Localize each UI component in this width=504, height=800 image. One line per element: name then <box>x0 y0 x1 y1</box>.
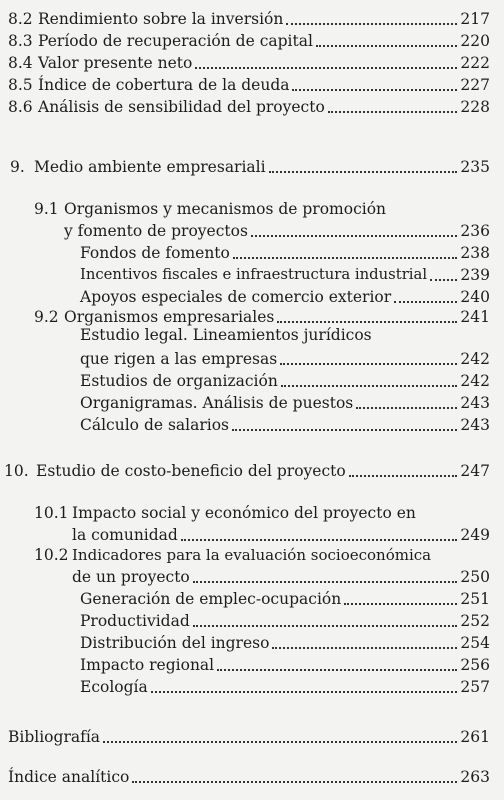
section-title: Organismos y mecanismos de promoción <box>64 200 387 218</box>
dot-leader <box>349 465 458 477</box>
page-number: 220 <box>460 32 490 50</box>
section-title: Impacto social y económico del proyecto en <box>72 504 416 522</box>
toc-subentry <box>80 608 490 630</box>
section-title-continued: la comunidad <box>72 526 178 544</box>
subentry-title: Organigramas. Análisis de puestos <box>80 394 354 412</box>
dot-leader <box>356 397 457 409</box>
section-title-continued: y fomento de proyectos <box>64 222 248 240</box>
dot-leader <box>328 101 458 113</box>
page-number: 238 <box>460 244 490 262</box>
toc-subentry <box>80 674 490 696</box>
toc-chapter-9 <box>10 154 490 176</box>
page-number: 251 <box>460 590 490 608</box>
toc-subentry <box>80 262 490 284</box>
entry-title: Bibliografía <box>8 728 101 746</box>
toc-entry-8-5 <box>8 72 490 94</box>
dot-leader <box>269 161 458 173</box>
section-number: 9.2 <box>34 308 59 326</box>
page-number: 261 <box>460 728 490 746</box>
section-number: 8.4 <box>8 54 33 72</box>
subentry-title: Incentivos fiscales e infraestructura industrial <box>80 266 428 283</box>
dot-leader <box>430 269 457 281</box>
section-number: 10.2 <box>34 546 69 564</box>
subentry-title: Impacto regional <box>80 656 215 674</box>
page-number: 235 <box>460 158 490 176</box>
toc-subentry <box>80 412 490 434</box>
section-title: Período de recuperación de capital <box>38 32 313 50</box>
section-title: Rendimiento sobre la inversión <box>38 10 284 28</box>
section-number: 10.1 <box>34 504 69 522</box>
toc-subentry-first-line <box>80 326 372 344</box>
dot-leader <box>151 681 458 693</box>
subentry-title: Ecología <box>80 678 148 696</box>
dot-leader <box>344 593 457 605</box>
section-title: Análisis de sensibilidad del proyecto <box>38 98 325 116</box>
section-number: 8.3 <box>8 32 33 50</box>
page-number: 241 <box>460 308 490 326</box>
page-number: 239 <box>460 266 490 284</box>
dot-leader <box>193 571 458 583</box>
page-number: 256 <box>460 656 490 674</box>
dot-leader <box>233 247 458 259</box>
dot-leader <box>181 529 458 541</box>
dot-leader <box>103 731 457 743</box>
page-number: 228 <box>460 98 490 116</box>
subentry-title: Generación de emplec-ocupación <box>80 590 342 608</box>
page-number: 242 <box>460 372 490 390</box>
entry-title: Índice analítico <box>8 768 130 786</box>
toc-subentry <box>80 630 490 652</box>
dot-leader <box>292 79 457 91</box>
chapter-title: Medio ambiente empresariali <box>34 158 266 176</box>
page-number: 250 <box>460 568 490 586</box>
toc-analytic-index <box>8 764 490 786</box>
page-number: 222 <box>460 54 490 72</box>
page-number: 240 <box>460 288 490 306</box>
toc-subentry <box>80 368 490 390</box>
section-number: 8.6 <box>8 98 33 116</box>
subentry-title: Productividad <box>80 612 190 630</box>
subentry-title: Apoyos especiales de comercio exterior <box>80 288 392 306</box>
toc-entry-9-2 <box>34 304 490 326</box>
toc-entry-8-6 <box>8 94 490 116</box>
dot-leader <box>272 637 457 649</box>
page-number: 263 <box>460 768 490 786</box>
toc-entry-9-1 <box>64 218 490 240</box>
dot-leader <box>280 353 457 365</box>
subentry-title: Cálculo de salarios <box>80 416 230 434</box>
chapter-title: Estudio de costo-beneficio del proyecto <box>36 462 346 480</box>
subentry-title-continued: que rigen a las empresas <box>80 350 278 368</box>
subentry-title: Estudios de organización <box>80 372 278 390</box>
dot-leader <box>277 311 457 323</box>
subentry-title: Fondos de fomento <box>80 244 230 262</box>
page-number: 243 <box>460 416 490 434</box>
chapter-number: 9. <box>10 158 25 176</box>
page-number: 257 <box>460 678 490 696</box>
dot-leader <box>281 375 458 387</box>
subentry-title: Distribución del ingreso <box>80 634 270 652</box>
page-number: 217 <box>460 10 490 28</box>
page-number: 243 <box>460 394 490 412</box>
page-number: 252 <box>460 612 490 630</box>
section-number: 8.5 <box>8 76 33 94</box>
page-number: 249 <box>460 526 490 544</box>
toc-entry-10-2-first-line <box>34 546 431 564</box>
toc-chapter-10 <box>4 458 490 480</box>
section-title-continued: de un proyecto <box>72 568 190 586</box>
toc-subentry <box>80 346 490 368</box>
toc-entry-8-2 <box>8 6 490 28</box>
dot-leader <box>251 225 458 237</box>
dot-leader <box>232 419 457 431</box>
section-number: 9.1 <box>34 200 59 218</box>
page-number: 227 <box>460 76 490 94</box>
toc-entry-10-1-first-line <box>34 504 416 522</box>
subentry-title: Estudio legal. Lineamientos jurídicos <box>80 326 372 344</box>
toc-subentry <box>80 586 490 608</box>
toc-entry-9-1-first-line <box>34 200 386 218</box>
page-number: 247 <box>460 462 490 480</box>
toc-entry-10-1 <box>72 522 490 544</box>
dot-leader <box>394 291 457 303</box>
toc-bibliography <box>8 724 490 746</box>
toc-subentry <box>80 390 490 412</box>
toc-entry-10-2 <box>72 564 490 586</box>
toc-entry-8-3 <box>8 28 490 50</box>
page-number: 254 <box>460 634 490 652</box>
page-number: 236 <box>460 222 490 240</box>
section-title: Organismos empresariales <box>64 308 275 326</box>
chapter-number: 10. <box>4 462 29 480</box>
dot-leader <box>286 13 457 25</box>
dot-leader <box>217 659 457 671</box>
toc-subentry <box>80 284 490 306</box>
dot-leader <box>316 35 457 47</box>
section-title: Indicadores para la evaluación socioeconómica <box>72 546 432 564</box>
toc-subentry <box>80 652 490 674</box>
section-number: 8.2 <box>8 10 33 28</box>
dot-leader <box>193 615 458 627</box>
dot-leader <box>195 57 457 69</box>
section-title: Índice de cobertura de la deuda <box>38 76 290 94</box>
dot-leader <box>132 771 457 783</box>
page-number: 242 <box>460 350 490 368</box>
toc-subentry <box>80 240 490 262</box>
toc-entry-8-4 <box>8 50 490 72</box>
section-title: Valor presente neto <box>38 54 193 72</box>
